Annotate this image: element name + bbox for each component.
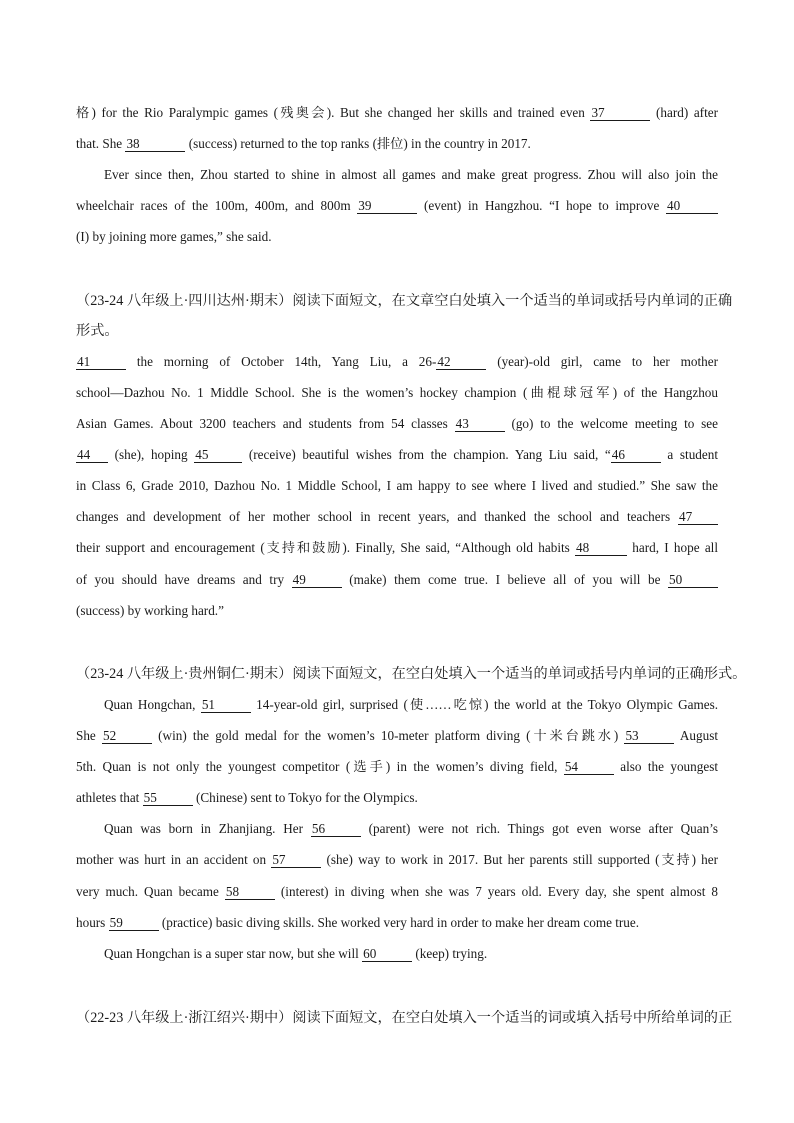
answer-blank-53[interactable]: 53 [624,728,674,744]
passage-line [76,727,718,745]
answer-blank-47[interactable]: 47 [678,509,718,525]
text-segment: of you should have dreams and try [76,572,292,587]
answer-blank-44[interactable]: 44 [76,447,108,463]
text-segment: （23-24 八年级上·四川达州·期末）阅读下面短文，在文章空白处填入一个适当的单词或括号内单词的正确 [76,293,733,309]
answer-blank-45[interactable]: 45 [194,447,242,463]
section-instruction [76,1008,733,1028]
answer-blank-39[interactable]: 39 [357,198,417,214]
passage-line [76,477,718,495]
text-segment: (success) by working hard.” [76,603,224,618]
text-segment: （22-23 八年级上·浙江绍兴·期中）阅读下面短文，在空白处填入一个适当的词或填入括号中所给单词的正 [76,1010,733,1026]
text-segment: mother was hurt in an accident on [76,852,272,867]
text-segment: that. She [76,136,126,151]
text-segment: (she), hoping [108,447,195,462]
text-segment: (win) the gold medal for the women’s 10-meter platform diving (十米台跳水) [151,728,625,743]
answer-blank-54[interactable]: 54 [564,759,614,775]
answer-blank-55[interactable]: 55 [143,790,193,806]
text-segment: 5th. Quan is not only the youngest competitor (选手) in the women’s diving field, [76,759,564,774]
answer-blank-52[interactable]: 52 [102,728,152,744]
answer-blank-57[interactable]: 57 [271,852,321,868]
passage-line [104,166,718,184]
passage-line [76,571,718,589]
text-segment: in Class 6, Grade 2010, Dazhou No. 1 Middle School, I am happy to see where I lived and studied.” She saw the [76,478,718,493]
text-segment: Quan Hongchan, [104,697,201,712]
passage-line [76,758,718,776]
text-segment: very much. Quan became [76,884,225,899]
answer-blank-49[interactable]: 49 [292,572,342,588]
answer-blank-41[interactable]: 41 [76,354,126,370]
text-segment: Ever since then, Zhou started to shine in almost all games and make great progress. Zhou will also join the [104,167,718,182]
passage-line [76,197,718,215]
text-segment: （23-24 八年级上·贵州铜仁·期末）阅读下面短文，在空白处填入一个适当的单词或括号内单词的正确形式。 [76,666,747,682]
text-segment: (interest) in diving when she was 7 years old. Every day, she spent almost 8 [274,884,718,899]
passage-line [76,415,718,433]
section-instruction [76,321,720,341]
text-segment: (parent) were not rich. Things got even worse after Quan’s [360,821,718,836]
text-segment: She [76,728,102,743]
text-segment: (I) by joining more games,” she said. [76,229,272,244]
answer-blank-42[interactable]: 42 [436,354,486,370]
text-segment: their support and encouragement (支持和鼓励). Finally, She said, “Although old habits [76,540,576,555]
text-segment: (make) them come true. I believe all of you will be [341,572,668,587]
text-segment: athletes that [76,790,143,805]
text-segment: (she) way to work in 2017. But her parents still supported (支持) her [321,852,719,867]
section-instruction [76,291,733,311]
text-segment: 格) for the Rio Paralympic games (残奥会). But she changed her skills and trained even [76,105,591,120]
passage-line [76,883,718,901]
answer-blank-43[interactable]: 43 [455,416,505,432]
answer-blank-51[interactable]: 51 [201,697,251,713]
text-segment: changes and development of her mother school in recent years, and thanked the school and teachers [76,509,678,524]
answer-blank-50[interactable]: 50 [668,572,718,588]
text-segment: Asian Games. About 3200 teachers and students from 54 classes [76,416,455,431]
passage-line [76,851,718,869]
passage-line [76,353,718,371]
text-segment: (Chinese) sent to Tokyo for the Olympics. [192,790,418,805]
passage-line [76,384,718,402]
passage-line [76,104,718,122]
text-segment: 形式。 [76,323,119,339]
text-segment: hard, I hope all [627,540,719,555]
text-segment: school—Dazhou No. 1 Middle School. She is the women’s hockey champion (曲棍球冠军) of the Hangzhou [76,385,718,400]
answer-blank-38[interactable]: 38 [125,136,185,152]
passage-line [76,446,718,464]
passage-line [76,602,718,620]
passage-line [76,789,718,807]
text-segment: 14-year-old girl, surprised (使……吃惊) the world at the Tokyo Olympic Games. [250,697,718,712]
answer-blank-48[interactable]: 48 [575,540,627,556]
answer-blank-37[interactable]: 37 [590,105,650,121]
text-segment: (hard) after [650,105,718,120]
text-segment: (event) in Hangzhou. “I hope to improve [417,198,666,213]
text-segment: (practice) basic diving skills. She worked very hard in order to make her dream come true. [158,915,640,930]
passage-line [76,135,718,153]
passage-line [76,914,718,932]
text-segment: August [674,728,718,743]
passage-line [104,820,718,838]
answer-blank-40[interactable]: 40 [666,198,718,214]
passage-line [76,508,718,526]
passage-line [76,539,718,557]
text-segment: Quan Hongchan is a super star now, but she will [104,946,363,961]
answer-blank-58[interactable]: 58 [225,884,275,900]
passage-line [104,696,718,714]
text-segment: Quan was born in Zhanjiang. Her [104,821,311,836]
text-segment: (keep) trying. [412,946,488,961]
answer-blank-59[interactable]: 59 [109,915,159,931]
text-segment: the morning of October 14th, Yang Liu, a 26- [126,354,437,369]
text-segment: wheelchair races of the 100m, 400m, and 800m [76,198,358,213]
answer-blank-46[interactable]: 46 [611,447,661,463]
answer-blank-56[interactable]: 56 [311,821,361,837]
text-segment: (year)-old girl, came to her mother [486,354,718,369]
text-segment: hours [76,915,109,930]
passage-line [104,945,718,963]
answer-blank-60[interactable]: 60 [362,946,412,962]
text-segment: a student [660,447,718,462]
section-instruction [76,664,747,684]
text-segment: (success) returned to the top ranks (排位) in the country in 2017. [185,136,531,151]
passage-line [76,228,718,246]
text-segment: (go) to the welcome meeting to see [504,416,719,431]
text-segment: also the youngest [613,759,718,774]
text-segment: (receive) beautiful wishes from the champion. Yang Liu said, “ [242,447,611,462]
